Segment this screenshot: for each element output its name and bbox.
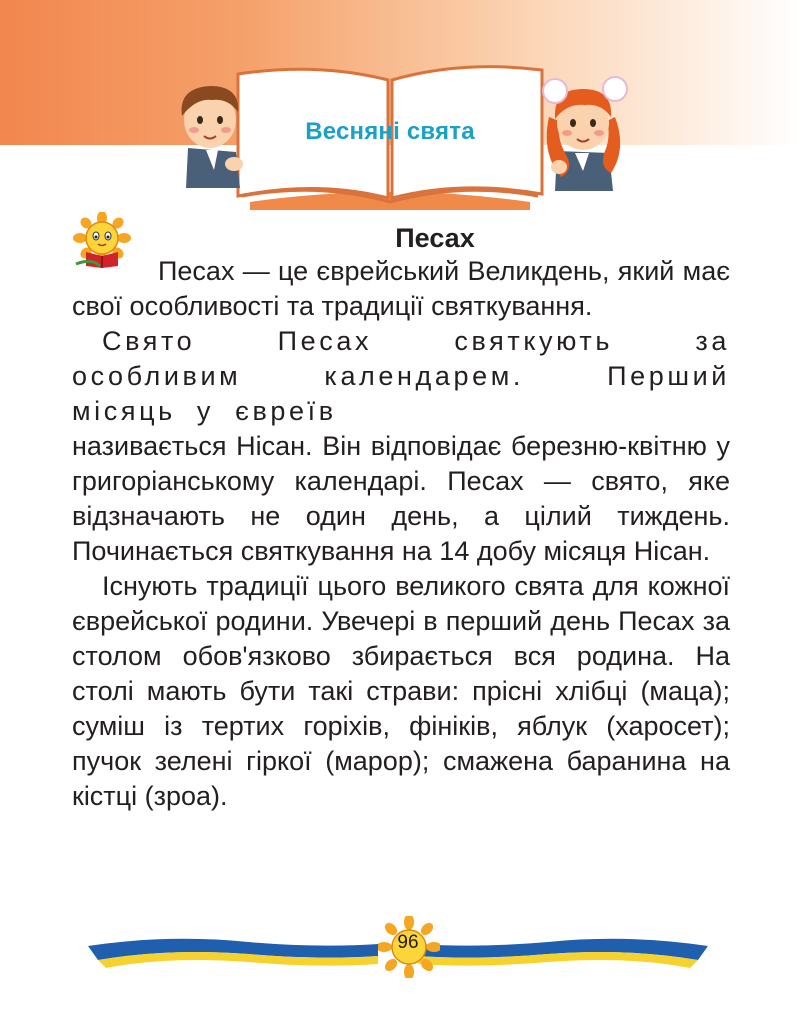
- page-number: 96: [397, 932, 419, 953]
- section-title: Песах: [395, 223, 475, 253]
- paragraph-calendar-lead: Свято Песах святкують за особливим календарем. Перший місяць у євреїв: [72, 326, 730, 426]
- paragraph-calendar: називається Нісан. Він відповідає березню-квітню у григоріанському календарі. Песах — свято, яке відзначають не один день, а цілий тиждень. Починається святкування на 14 добу місяця Нісан.: [72, 431, 730, 566]
- article-body: [72, 254, 730, 814]
- paragraph-intro: Песах — це єврейський Великдень, який має свої особливості та традиції святкування.: [72, 256, 730, 321]
- girl-character-icon: [535, 73, 635, 193]
- page-title: Весняні свята: [305, 118, 475, 145]
- boy-character-icon: [168, 78, 248, 188]
- paragraph-traditions: Існують традиції цього великого свята для кожної єврейської родини. Увечері в перший день Песах за столом обов'язково збирається вся родина. На столі мають бути такі страви: прісні хлібці (маца); суміш із тертих горіхів, фініків, яблук (харосет); пучок зелені гіркої (марор); смажена баранина на кістці (зроа).: [72, 571, 730, 811]
